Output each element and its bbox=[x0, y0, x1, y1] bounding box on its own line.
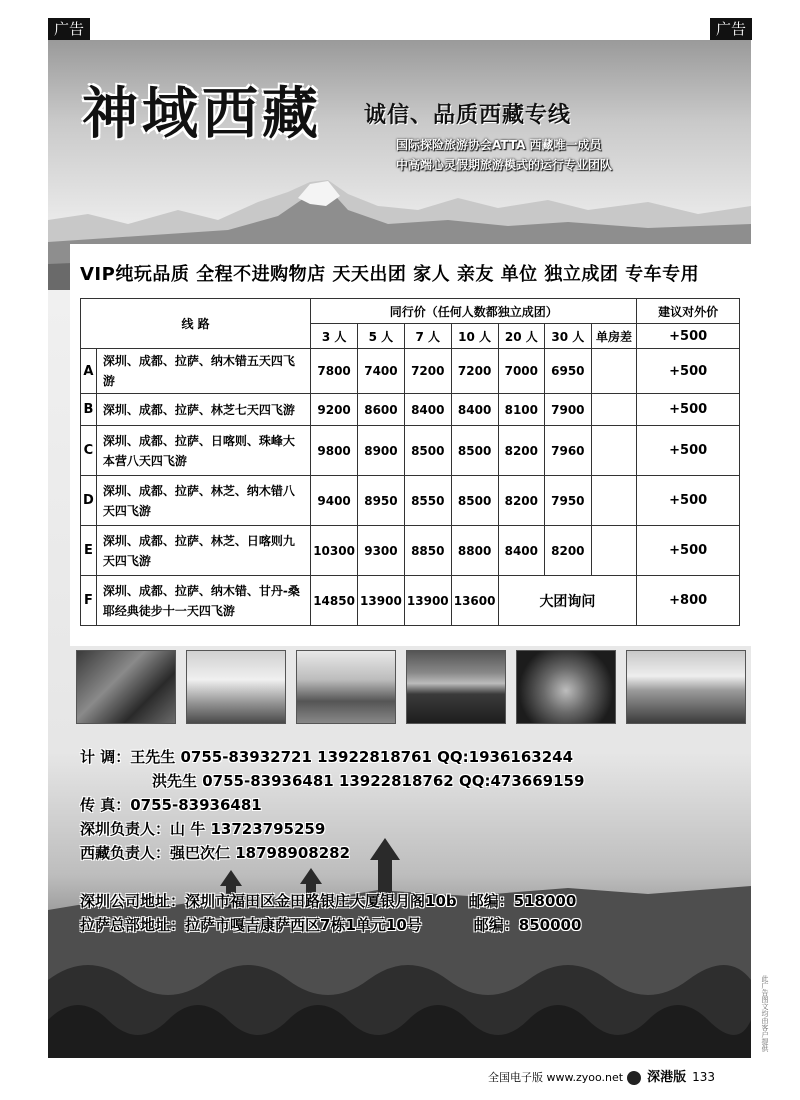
price-cell: 9300 bbox=[358, 526, 405, 576]
tibet-person-label: 西藏负责人： bbox=[80, 844, 171, 862]
table-row bbox=[81, 576, 740, 626]
price-cell: 8550 bbox=[404, 476, 451, 526]
lhasa-zipcode: 邮编：850000 bbox=[473, 916, 582, 934]
sz-person-label: 深圳负责人： bbox=[80, 820, 171, 838]
price-cell: 8100 bbox=[498, 394, 545, 426]
table-row bbox=[81, 426, 740, 476]
table-row bbox=[81, 394, 740, 426]
price-cell: 8500 bbox=[451, 476, 498, 526]
photo-tibetan-people bbox=[76, 650, 176, 724]
contact-plan-1 bbox=[80, 746, 573, 769]
price-cell: 8950 bbox=[358, 476, 405, 526]
lhasa-address: 拉萨市嘎吉康萨西区7栋1单元10号 bbox=[185, 916, 422, 934]
price-cell: 9800 bbox=[311, 426, 358, 476]
price-cell: 8200 bbox=[498, 476, 545, 526]
footer-edition: 全国电子版 www.zyoo.net bbox=[488, 1071, 624, 1084]
group-size: 单房差 bbox=[591, 324, 637, 349]
price-cell: 7400 bbox=[358, 349, 405, 394]
price-table bbox=[80, 298, 740, 626]
route-id: C bbox=[81, 426, 97, 476]
price-cell: 7960 bbox=[545, 426, 592, 476]
price-cell: 14850 bbox=[311, 576, 358, 626]
price-cell: 8600 bbox=[358, 394, 405, 426]
fax-label: 传 真： bbox=[80, 796, 131, 814]
ad-panel bbox=[48, 40, 751, 1058]
sz-address-label: 深圳公司地址： bbox=[80, 892, 186, 910]
price-cell: 7200 bbox=[404, 349, 451, 394]
contact-lhasa-address bbox=[80, 914, 581, 937]
price-cell: 10300 bbox=[311, 526, 358, 576]
plan-label: 计 调： bbox=[80, 748, 131, 766]
contact-plan-2: 洪先生 0755-83936481 13922818762 QQ:473669159 bbox=[152, 772, 585, 790]
ad-tag-right: 广告 bbox=[710, 18, 752, 40]
price-cell: 8200 bbox=[498, 426, 545, 476]
price-cell: 13900 bbox=[404, 576, 451, 626]
footer-edition-name: 深港版 bbox=[647, 1070, 687, 1085]
table-row bbox=[81, 476, 740, 526]
suggest-price-header: 建议对外价 bbox=[637, 299, 740, 324]
price-cell: 8800 bbox=[451, 526, 498, 576]
route-id: B bbox=[81, 394, 97, 426]
price-cell: 7950 bbox=[545, 476, 592, 526]
suggest-price: +500 bbox=[637, 426, 740, 476]
page-number: 133 bbox=[692, 1070, 715, 1084]
photo-lake bbox=[626, 650, 746, 724]
table-row bbox=[81, 349, 740, 394]
price-cell bbox=[591, 349, 637, 394]
group-size: 7 人 bbox=[404, 324, 451, 349]
subtitle-team: 中高端心灵假期旅游模式的运行专业团队 bbox=[396, 158, 613, 172]
price-cell: 6950 bbox=[545, 349, 592, 394]
price-cell: 8200 bbox=[545, 526, 592, 576]
route-id: A bbox=[81, 349, 97, 394]
group-size: 30 人 bbox=[545, 324, 592, 349]
route-name: 深圳、成都、拉萨、纳木错、甘丹-桑耶经典徒步十一天四飞游 bbox=[96, 576, 310, 626]
side-disclaimer: 此广告图文均由客户提供 bbox=[761, 975, 769, 1052]
photo-temple-interior bbox=[516, 650, 616, 724]
price-cell: 8400 bbox=[498, 526, 545, 576]
price-cell: 13900 bbox=[358, 576, 405, 626]
slogan: 诚信、品质西藏专线 bbox=[364, 103, 572, 128]
price-cell: 8500 bbox=[451, 426, 498, 476]
route-id: F bbox=[81, 576, 97, 626]
price-cell bbox=[591, 526, 637, 576]
suggest-price: +500 bbox=[637, 526, 740, 576]
stupa-landscape-illustration bbox=[48, 830, 751, 1058]
feature-banner: VIP纯玩品质 全程不进购物店 天天出团 家人 亲友 单位 独立成团 专车专用 bbox=[80, 264, 700, 285]
photo-valley bbox=[296, 650, 396, 724]
large-group-inquiry: 大团询问 bbox=[498, 576, 637, 626]
price-cell: 9400 bbox=[311, 476, 358, 526]
price-cell: 7200 bbox=[451, 349, 498, 394]
price-cell: 7000 bbox=[498, 349, 545, 394]
route-name: 深圳、成都、拉萨、日喀则、珠峰大本营八天四飞游 bbox=[96, 426, 310, 476]
group-size: 3 人 bbox=[311, 324, 358, 349]
logo-icon bbox=[627, 1071, 641, 1085]
suggest-price: +500 bbox=[637, 476, 740, 526]
route-name: 深圳、成都、拉萨、纳木错五天四飞游 bbox=[96, 349, 310, 394]
price-cell: 8900 bbox=[358, 426, 405, 476]
photo-trekkers bbox=[186, 650, 286, 724]
group-size: 20 人 bbox=[498, 324, 545, 349]
tibet-person: 强巴次仁 18798908282 bbox=[170, 844, 351, 862]
price-cell: 9200 bbox=[311, 394, 358, 426]
peer-price-header: 同行价（任何人数都独立成团） bbox=[311, 299, 637, 324]
suggest-price: +500 bbox=[637, 394, 740, 426]
price-cell: 8850 bbox=[404, 526, 451, 576]
photo-potala-palace bbox=[406, 650, 506, 724]
route-id: E bbox=[81, 526, 97, 576]
price-cell bbox=[591, 394, 637, 426]
group-size: 10 人 bbox=[451, 324, 498, 349]
page-title: 神域西藏 bbox=[82, 81, 322, 147]
fax-number: 0755-83936481 bbox=[130, 796, 262, 814]
price-box bbox=[70, 244, 751, 646]
price-cell: 13600 bbox=[451, 576, 498, 626]
price-cell: 7800 bbox=[311, 349, 358, 394]
price-cell: 7900 bbox=[545, 394, 592, 426]
suggest-price: +500 bbox=[637, 349, 740, 394]
lhasa-address-label: 拉萨总部地址： bbox=[80, 916, 186, 934]
suggest-price: +800 bbox=[637, 576, 740, 626]
price-cell: 8400 bbox=[404, 394, 451, 426]
sz-zipcode: 邮编：518000 bbox=[468, 892, 577, 910]
group-size: 5 人 bbox=[358, 324, 405, 349]
sz-person: 山 牛 13723795259 bbox=[170, 820, 326, 838]
ad-tag-left: 广告 bbox=[48, 18, 90, 40]
suggest-price: +500 bbox=[637, 324, 740, 349]
price-cell bbox=[591, 476, 637, 526]
table-row bbox=[81, 526, 740, 576]
price-cell bbox=[591, 426, 637, 476]
route-name: 深圳、成都、拉萨、林芝、纳木错八天四飞游 bbox=[96, 476, 310, 526]
contact-sz-address bbox=[80, 890, 576, 913]
photo-strip bbox=[76, 650, 736, 722]
subtitle-atta: 国际探险旅游协会ATTA 西藏唯一成员 bbox=[396, 138, 602, 152]
plan-contact-1: 王先生 0755-83932721 13922818761 QQ:1936163244 bbox=[130, 748, 574, 766]
route-name: 深圳、成都、拉萨、林芝七天四飞游 bbox=[96, 394, 310, 426]
route-id: D bbox=[81, 476, 97, 526]
page-footer bbox=[488, 1066, 715, 1085]
sz-address: 深圳市福田区金田路银庄大厦银月阁10b bbox=[185, 892, 457, 910]
contact-fax bbox=[80, 794, 262, 817]
route-name: 深圳、成都、拉萨、林芝、日喀则九天四飞游 bbox=[96, 526, 310, 576]
route-header: 线 路 bbox=[81, 299, 311, 349]
price-cell: 8500 bbox=[404, 426, 451, 476]
price-cell: 8400 bbox=[451, 394, 498, 426]
